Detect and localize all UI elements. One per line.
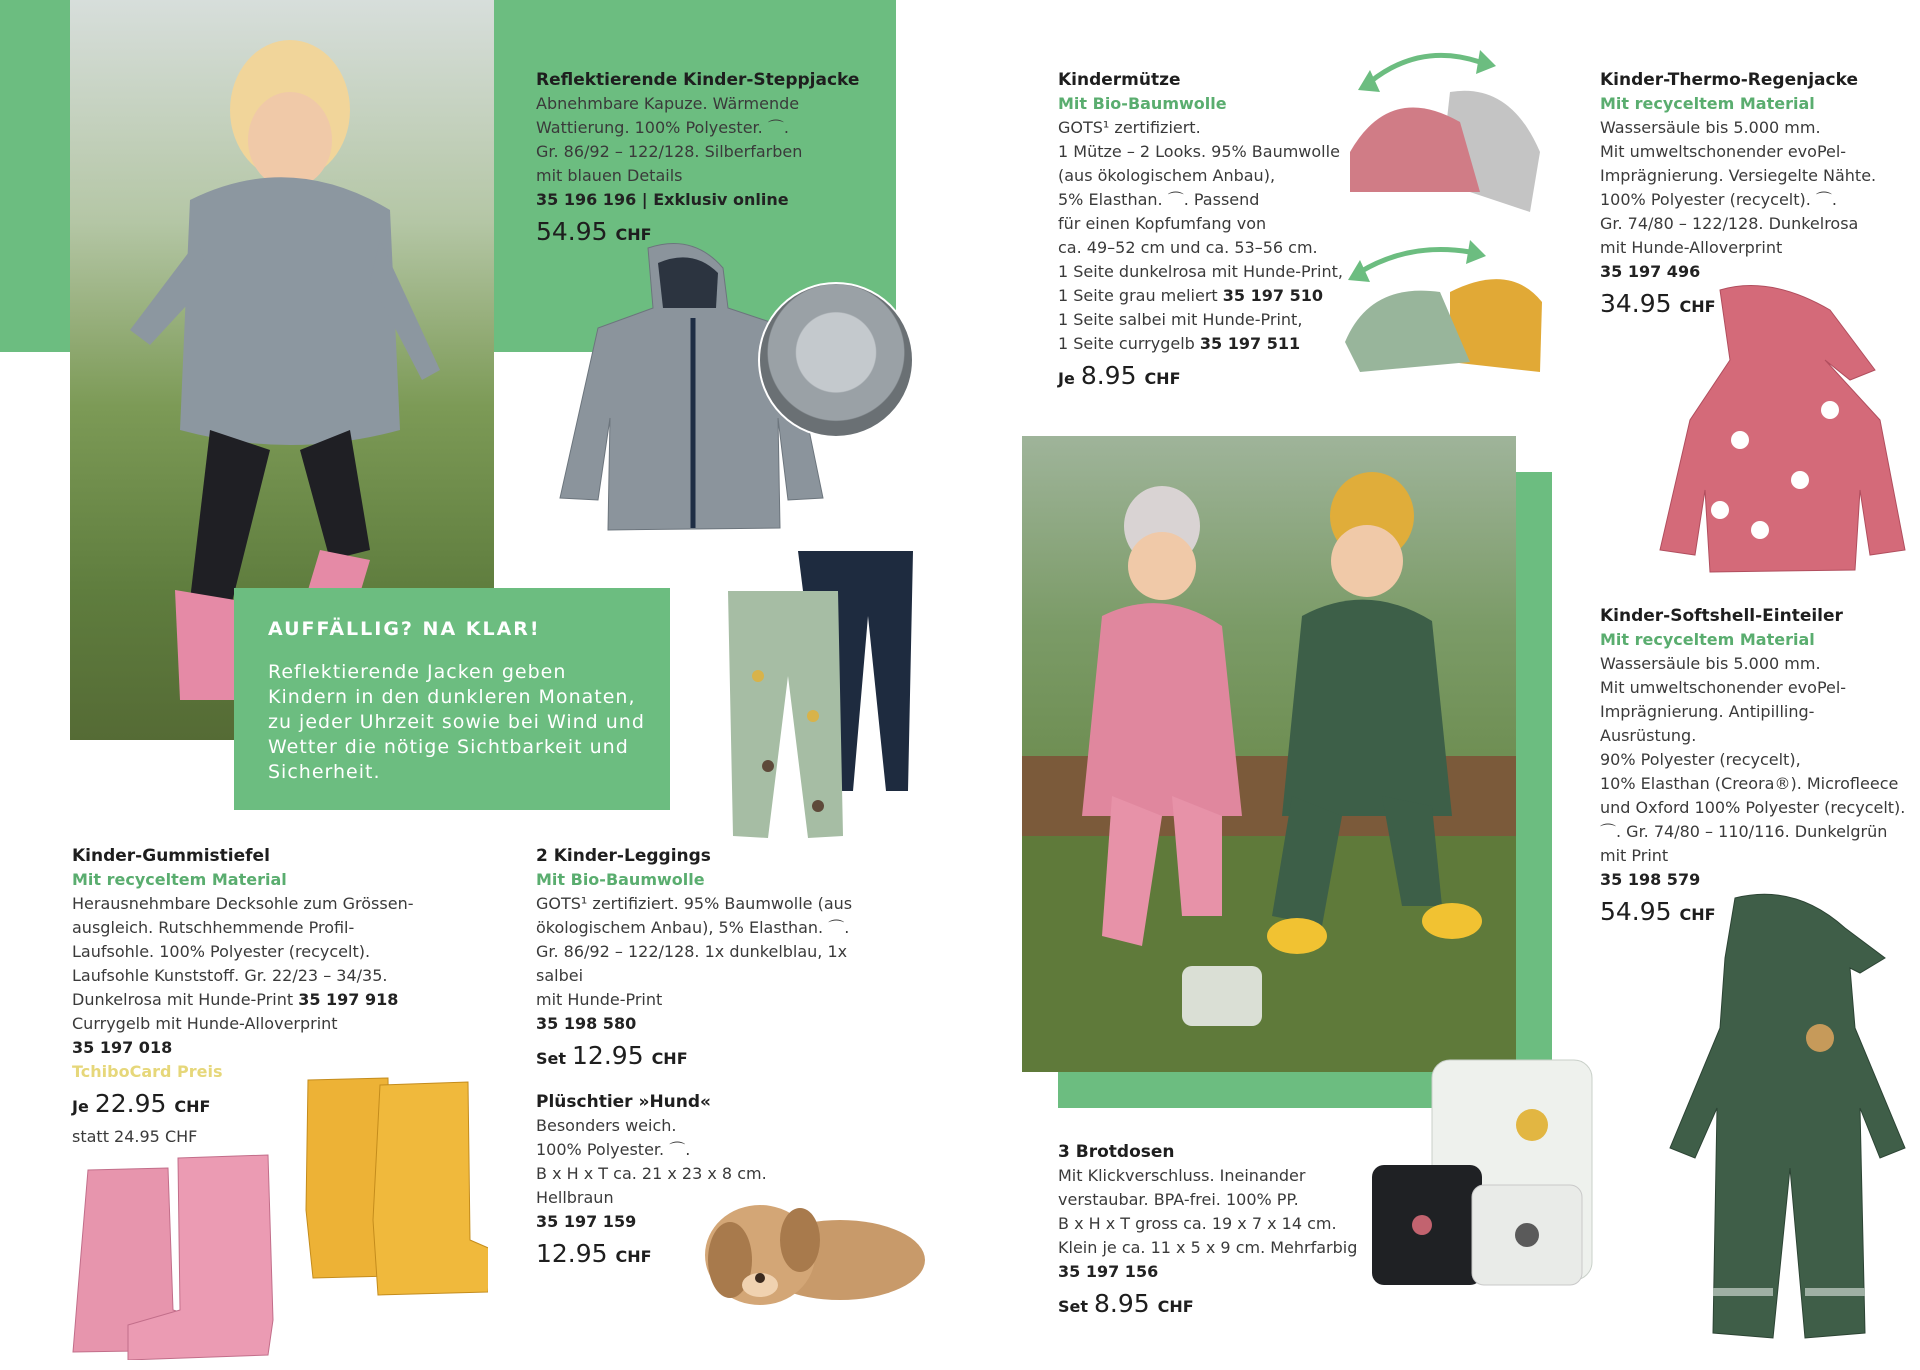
product-desc-line: Wassersäule bis 5.000 mm.	[1600, 118, 1821, 137]
product-desc-line: mit Hunde-Alloverprint	[1600, 238, 1783, 257]
article-number: 35 196 196 | Exklusiv online	[536, 190, 789, 209]
product-desc-line: 90% Polyester (recycelt),	[1600, 750, 1801, 769]
photo-kids-outdoor	[1022, 436, 1516, 1072]
variant-text: 1 Seite currygelb	[1058, 334, 1195, 353]
price	[1058, 1286, 1378, 1325]
image-einteiler	[1655, 888, 1915, 1348]
arrow-icon	[1370, 55, 1480, 82]
product-title: 2 Kinder-Leggings	[536, 846, 711, 866]
currency: CHF	[615, 1247, 652, 1266]
product-variant-line	[72, 988, 472, 1012]
tchibocard-label: TchiboCard Preis	[72, 1062, 223, 1081]
product-desc-line: verstaubar. BPA-frei. 100% PP.	[1058, 1190, 1299, 1209]
price	[1058, 358, 1358, 397]
product-desc-line: ausgleich. Rutschhemmende Profil-	[72, 918, 355, 937]
product-desc-line: ca. 49–52 cm und ca. 53–56 cm.	[1058, 238, 1318, 257]
product-leggings	[536, 844, 896, 1077]
product-desc-line: Wattierung. 100% Polyester. ⌒.	[536, 118, 789, 137]
product-desc-line: B x H x T ca. 21 x 23 x 8 cm.	[536, 1164, 767, 1183]
product-desc-line: 100% Polyester (recycelt). ⌒.	[1600, 190, 1838, 209]
product-desc-line: Herausnehmbare Decksohle zum Grössen-	[72, 894, 414, 913]
image-muetzen	[1330, 42, 1600, 412]
product-subtitle: Mit recyceltem Material	[1600, 94, 1815, 113]
product-desc-line: mit blauen Details	[536, 166, 683, 185]
price-value: 12.95	[572, 1041, 644, 1070]
product-subtitle: Mit Bio-Baumwolle	[536, 870, 705, 889]
callout-heading: AUFFÄLLIG? NA KLAR!	[268, 618, 541, 640]
product-desc-line: 10% Elasthan (Creora®). Microfleece	[1600, 774, 1899, 793]
product-muetze	[1058, 68, 1358, 397]
product-desc-line: Mit umweltschonender evoPel-	[1600, 678, 1847, 697]
product-variant-line: 1 Seite salbei mit Hunde-Print,	[1058, 310, 1303, 329]
product-desc-line: 1 Mütze – 2 Looks. 95% Baumwolle	[1058, 142, 1340, 161]
currency: CHF	[1679, 905, 1716, 924]
product-desc-line: Besonders weich.	[536, 1116, 677, 1135]
product-desc-line: Wassersäule bis 5.000 mm.	[1600, 654, 1821, 673]
product-title: Kinder-Thermo-Regenjacke	[1600, 70, 1858, 90]
product-desc-line: mit Print	[1600, 846, 1669, 865]
product-desc-line: ökologischem Anbau), 5% Elasthan. ⌒.	[536, 918, 850, 937]
price-value: 34.95	[1600, 289, 1672, 318]
product-desc-line: Imprägnierung. Antipilling-Ausrüstung.	[1600, 702, 1815, 745]
currency: CHF	[1679, 297, 1716, 316]
article-number: 35 197 018	[72, 1038, 173, 1057]
product-title: Plüschtier »Hund«	[536, 1092, 712, 1112]
price-value: 12.95	[536, 1239, 608, 1268]
variant-text: 1 Seite grau meliert	[1058, 286, 1218, 305]
product-desc-line: und Oxford 100% Polyester (recycelt).	[1600, 798, 1906, 817]
product-desc-line: Abnehmbare Kapuze. Wärmende	[536, 94, 800, 113]
product-desc-line: 100% Polyester. ⌒.	[536, 1140, 691, 1159]
image-pluschtier-hund	[690, 1170, 930, 1330]
currency: CHF	[1144, 369, 1181, 388]
article-number: 35 197 159	[536, 1212, 637, 1231]
product-desc-line: B x H x T gross ca. 19 x 7 x 14 cm.	[1058, 1214, 1337, 1233]
product-desc-line: 5% Elasthan. ⌒. Passend	[1058, 190, 1260, 209]
product-title: Kindermütze	[1058, 70, 1181, 90]
green-band-left	[0, 0, 70, 352]
article-number: 35 198 580	[536, 1014, 637, 1033]
old-price: statt 24.95 CHF	[72, 1127, 198, 1146]
callout-text: Reflektierende Jacken geben Kindern in den dunkleren Monaten, zu jeder Uhrzeit sowie bei Wind und Wetter die nötige Sichtbarkeit und Sicherheit.	[268, 661, 645, 783]
image-regenjacke	[1650, 280, 1910, 580]
product-desc-line: ⌒. Gr. 74/80 – 110/116. Dunkelgrün	[1600, 822, 1888, 841]
currency: CHF	[651, 1049, 688, 1068]
image-brotdosen	[1362, 1055, 1602, 1315]
price-prefix: Set	[536, 1049, 567, 1068]
currency: CHF	[615, 225, 652, 244]
product-brotdosen	[1058, 1140, 1378, 1325]
product-einteiler	[1600, 604, 1910, 933]
product-title: Reflektierende Kinder-Steppjacke	[536, 70, 860, 90]
callout-box	[234, 588, 670, 810]
product-subtitle: Mit recyceltem Material	[72, 870, 287, 889]
product-variant-line	[1058, 332, 1358, 356]
price-prefix: Set	[1058, 1297, 1089, 1316]
image-boy-jacket-circle	[758, 282, 914, 438]
price-prefix: Je	[72, 1097, 89, 1116]
product-desc-line: Klein je ca. 11 x 5 x 9 cm. Mehrfarbig	[1058, 1238, 1358, 1257]
product-subtitle: Mit recyceltem Material	[1600, 630, 1815, 649]
product-desc-line: Hellbraun	[536, 1188, 614, 1207]
product-steppjacke	[536, 68, 876, 253]
product-desc-line: Laufsohle Kunststoff. Gr. 22/23 – 34/35.	[72, 966, 388, 985]
currency: CHF	[174, 1097, 211, 1116]
article-number: 35 197 156	[1058, 1262, 1159, 1281]
kids-illustration	[1022, 436, 1516, 1072]
product-desc-line: GOTS¹ zertifiziert. 95% Baumwolle (aus	[536, 894, 853, 913]
product-desc-line: für einen Kopfumfang von	[1058, 214, 1267, 233]
product-desc-line: GOTS¹ zertifiziert.	[1058, 118, 1201, 137]
image-gummistiefel	[68, 1070, 488, 1360]
product-desc-line: Gr. 86/92 – 122/128. 1x dunkelblau, 1x salbei	[536, 942, 848, 985]
product-variant-line	[1058, 284, 1358, 308]
price-prefix: Je	[1058, 369, 1075, 388]
article-number: 35 197 918	[298, 990, 399, 1009]
article-number: 35 197 496	[1600, 262, 1701, 281]
product-variant-line: Currygelb mit Hunde-Alloverprint	[72, 1014, 338, 1033]
product-title: 3 Brotdosen	[1058, 1142, 1175, 1162]
product-desc-line: Mit umweltschonender evoPel-	[1600, 142, 1847, 161]
product-title: Kinder-Gummistiefel	[72, 846, 270, 866]
product-desc-line: 1 Seite dunkelrosa mit Hunde-Print,	[1058, 262, 1343, 281]
image-leggings	[718, 546, 918, 846]
product-desc-line: (aus ökologischem Anbau),	[1058, 166, 1276, 185]
currency: CHF	[1157, 1297, 1194, 1316]
price-value: 8.95	[1094, 1289, 1150, 1318]
price	[536, 1038, 896, 1077]
variant-text: Dunkelrosa mit Hunde-Print	[72, 990, 294, 1009]
product-subtitle: Mit Bio-Baumwolle	[1058, 94, 1227, 113]
price-value: 54.95	[536, 217, 608, 246]
product-desc-line: Imprägnierung. Versiegelte Nähte.	[1600, 166, 1877, 185]
product-desc-line: mit Hunde-Print	[536, 990, 663, 1009]
article-number: 35 198 579	[1600, 870, 1701, 889]
price-value: 54.95	[1600, 897, 1672, 926]
product-desc-line: Laufsohle. 100% Polyester (recycelt).	[72, 942, 371, 961]
article-number: 35 197 511	[1199, 334, 1301, 353]
product-desc-line: Gr. 74/80 – 122/128. Dunkelrosa	[1600, 214, 1859, 233]
product-desc-line: Gr. 86/92 – 122/128. Silberfarben	[536, 142, 803, 161]
price-value: 22.95	[94, 1089, 167, 1118]
product-title: Kinder-Softshell-Einteiler	[1600, 606, 1843, 626]
article-number: 35 197 510	[1222, 286, 1323, 305]
product-desc-line: Mit Klickverschluss. Ineinander	[1058, 1166, 1306, 1185]
price-value: 8.95	[1080, 361, 1137, 390]
